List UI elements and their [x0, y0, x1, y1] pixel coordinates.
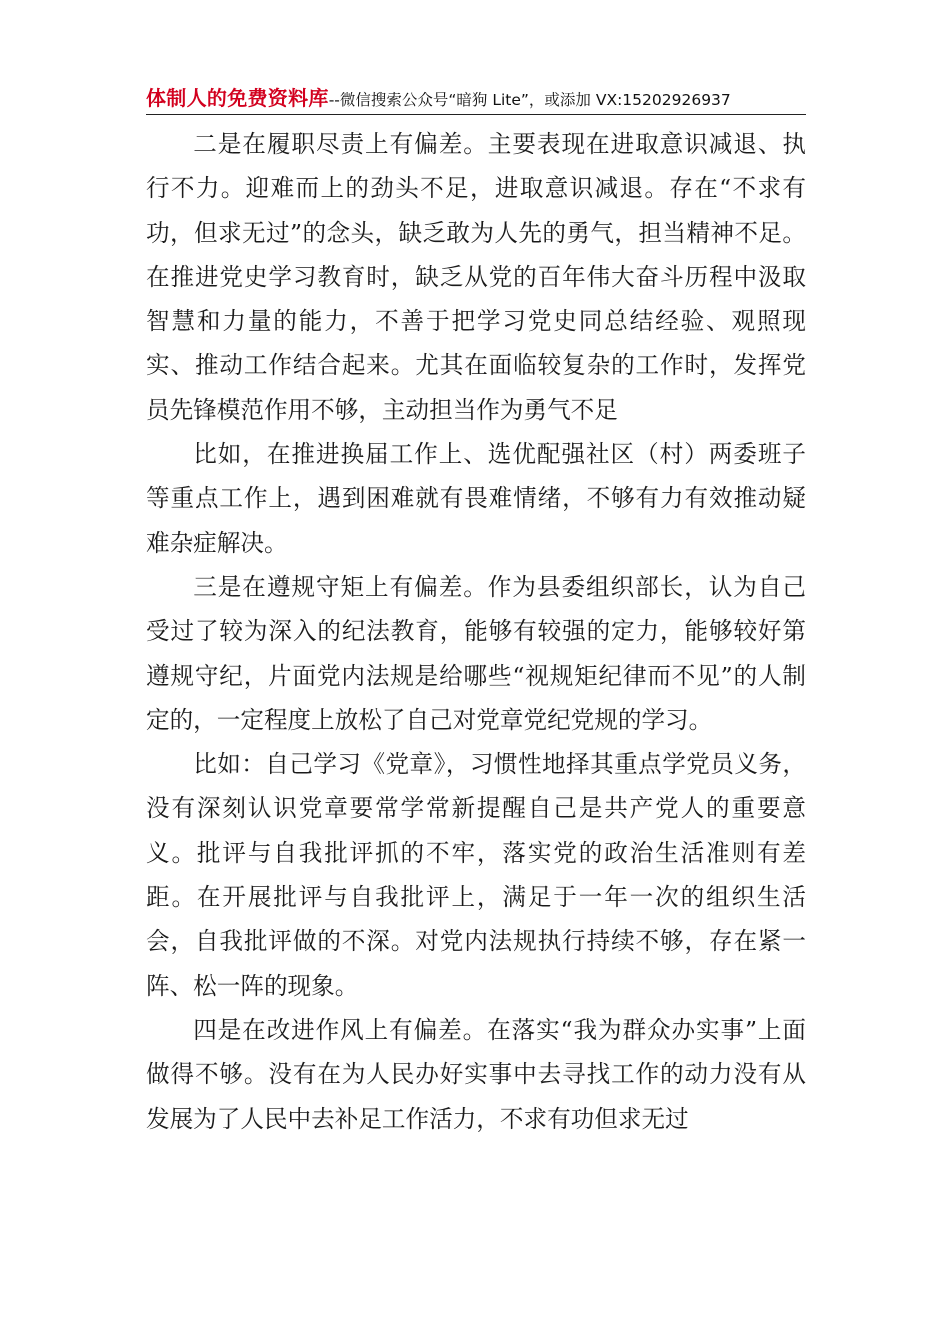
- page-header: [146, 82, 806, 115]
- document-body: [146, 122, 806, 1141]
- header-brand: 体制人的免费资料库: [146, 86, 329, 110]
- paragraph: 二是在履职尽责上有偏差。主要表现在进取意识减退、执行不力。迎难而上的劲头不足，进取意识减退。存在“不求有功，但求无过”的念头，缺乏敢为人先的勇气，担当精神不足。在推进党史学习教育时，缺乏从党的百年伟大奋斗历程中汲取智慧和力量的能力，不善于把学习党史同总结经验、观照现实、推动工作结合起来。尤其在面临较复杂的工作时，发挥党员先锋模范作用不够，主动担当作为勇气不足: [146, 130, 806, 424]
- paragraph: 四是在改进作风上有偏差。在落实“我为群众办实事”上面做得不够。没有在为人民办好实事中去寻找工作的动力没有从发展为了人民中去补足工作活力，不求有功但求无过: [146, 1015, 806, 1133]
- paragraph: 三是在遵规守矩上有偏差。作为县委组织部长，认为自己受过了较为深入的纪法教育，能够有较强的定力，能够较好第遵规守纪，片面党内法规是给哪些“视规矩纪律而不见”的人制定的，一定程度上放松了自己对党章党纪党规的学习。: [146, 572, 806, 734]
- paragraph: 比如，在推进换届工作上、选优配强社区（村）两委班子等重点工作上，遇到困难就有畏难情绪，不够有力有效推动疑难杂症解决。: [146, 440, 806, 557]
- paragraph: 比如：自己学习《党章》，习惯性地择其重点学党员义务，没有深刻认识党章要常学常新提醒自己是共产党人的重要意义。批评与自我批评抓的不牢，落实党的政治生活准则有差距。在开展批评与自我批评上，满足于一年一次的组织生活会，自我批评做的不深。对党内法规执行持续不够，存在紧一阵、松一阵的现象。: [146, 750, 806, 1000]
- header-contact-info: --微信搜索公众号“暗狗 Lite”，或添加 VX:15202926937: [328, 91, 731, 109]
